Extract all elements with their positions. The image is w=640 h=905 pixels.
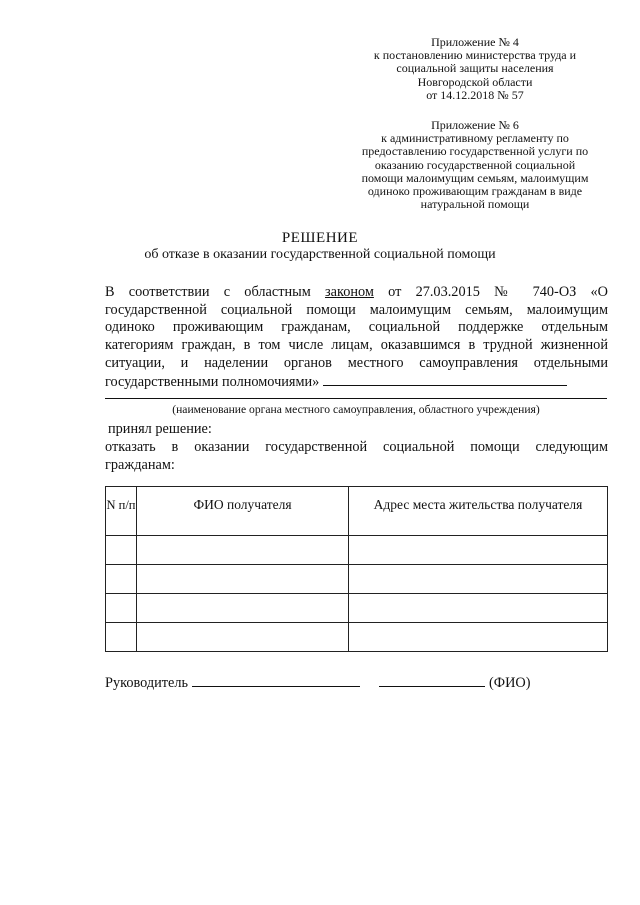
table-cell[interactable] [137,623,349,652]
document-title: РЕШЕНИЕ [281,230,359,246]
table-header-row [106,487,608,536]
column-header-number: N п/п [106,487,137,536]
annex-4-line: социальной защиты населения [396,61,554,76]
signature-blank[interactable] [192,672,360,687]
organ-name-caption: (наименование органа местного самоуправления, областного учреждения) [172,403,540,416]
annex-4-line: Приложение № 4 [431,35,519,49]
paragraph-text: от 27.03.2015 № 740-ОЗ «О [388,284,608,300]
refusal-paragraph [105,439,608,474]
table-cell[interactable] [106,594,137,623]
table-row [106,623,608,652]
annex-6-line: натуральной помощи [420,197,530,212]
signature-row [105,672,531,692]
paragraph-text: В соответствии с областным [105,284,311,300]
table-cell[interactable] [106,536,137,565]
annex-4-line: к постановлению министерства труда и [373,48,577,63]
paragraph-line: государственной социальной помощи малоимущим семьям, малоимущим [105,301,608,318]
annex-4-line: от 14.12.2018 № 57 [426,87,524,102]
paragraph-line: ситуации, и наделении органов местного самоуправления отдельными [105,354,608,371]
table-cell[interactable] [137,536,349,565]
annex-4-header [360,36,590,102]
annex-6-line: оказанию государственной социальной [374,157,576,172]
table-cell[interactable] [106,565,137,594]
paragraph-line [105,373,608,392]
annex-6-header [360,119,590,211]
fio-blank[interactable] [379,672,485,687]
paragraph-text: государственными полномочиями» [105,373,320,390]
paragraph-line: категориям граждан, в том числе лицам, оказавшимся в трудной жизненной [105,337,608,354]
table-row [106,536,608,565]
organ-name-blank-line[interactable] [105,398,607,399]
organ-name-blank[interactable] [323,373,567,386]
table-row [106,565,608,594]
annex-4-line: Новгородской области [417,74,533,89]
document-subtitle: об отказе в оказании государственной социальной помощи [144,247,496,262]
table-cell[interactable] [137,565,349,594]
signature-label: Руководитель [105,675,189,691]
table-cell[interactable] [349,536,608,565]
table-cell[interactable] [137,594,349,623]
table-row [106,594,608,623]
paragraph-line: одиноко проживающим гражданам, социальной поддержке отдельным [105,319,608,336]
column-header-name: ФИО получателя [137,487,349,536]
column-header-address: Адрес места жительства получателя [349,487,608,536]
paragraph-line: отказать в оказании государственной социальной помощи следующим [105,439,608,455]
table-cell[interactable] [349,623,608,652]
annex-6-line: к административному регламенту по [381,131,569,146]
annex-6-line: помощи малоимущим семьям, малоимущим [361,170,589,185]
paragraph-line [105,284,608,302]
annex-6-line: Приложение № 6 [431,118,519,132]
annex-6-line: предоставлению государственной услуги по [361,144,589,159]
table-cell[interactable] [349,594,608,623]
decision-statement: принял решение: [108,421,212,437]
legal-basis-paragraph [105,284,608,391]
recipients-table [105,486,608,652]
annex-6-line: одиноко проживающим гражданам в виде [367,184,583,199]
fio-label: (ФИО) [489,675,531,691]
table-cell[interactable] [106,623,137,652]
table-cell[interactable] [349,565,608,594]
paragraph-line: гражданам: [105,456,175,473]
law-link[interactable]: законом [324,284,374,300]
